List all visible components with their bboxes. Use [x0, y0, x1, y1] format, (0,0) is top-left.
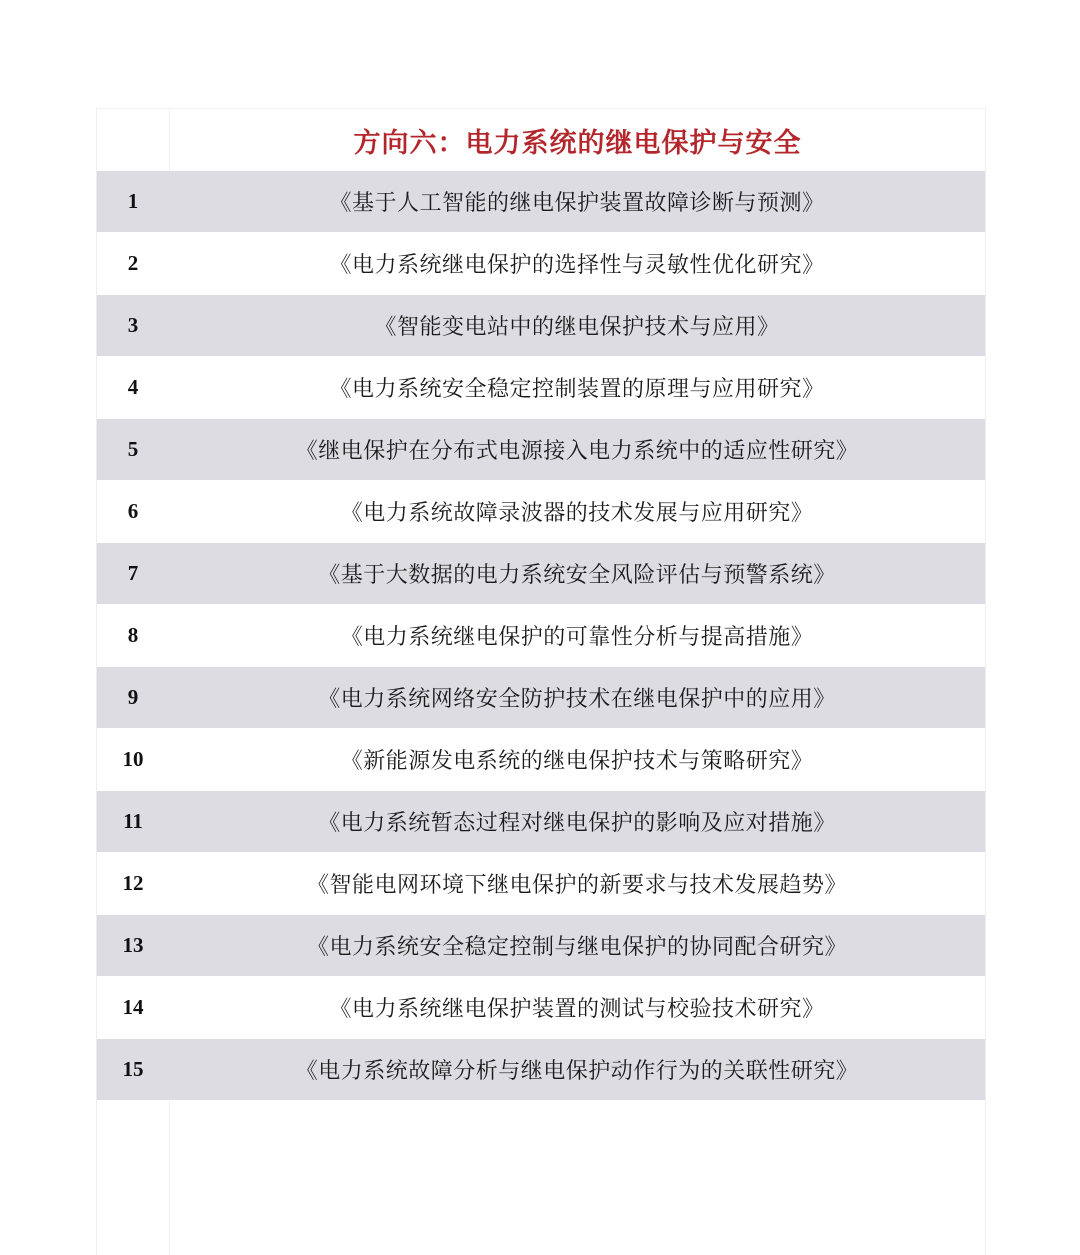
row-number: 2	[127, 251, 139, 275]
table-row	[97, 915, 985, 977]
table-row	[97, 667, 985, 729]
table-row	[97, 543, 985, 605]
row-number: 13	[122, 933, 144, 957]
topic-table	[96, 108, 986, 1255]
row-number: 9	[127, 685, 139, 709]
row-topic: 《基于人工智能的继电保护装置故障诊断与预测》	[329, 191, 825, 216]
row-number: 15	[122, 1057, 144, 1081]
row-topic: 《电力系统继电保护的可靠性分析与提高措施》	[340, 625, 814, 650]
table-title-row	[97, 109, 985, 171]
row-number: 7	[127, 561, 139, 585]
table-row	[97, 171, 985, 233]
row-number: 3	[127, 313, 139, 337]
row-topic: 《电力系统安全稳定控制与继电保护的协同配合研究》	[306, 935, 847, 960]
row-number: 8	[127, 623, 139, 647]
row-topic: 《继电保护在分布式电源接入电力系统中的适应性研究》	[295, 439, 859, 464]
table-row	[97, 419, 985, 481]
row-topic: 《新能源发电系统的继电保护技术与策略研究》	[340, 749, 814, 774]
row-topic: 《智能电网环境下继电保护的新要求与技术发展趋势》	[306, 873, 847, 898]
table-row	[97, 481, 985, 543]
row-number: 5	[127, 437, 139, 461]
row-topic: 《电力系统网络安全防护技术在继电保护中的应用》	[318, 687, 836, 712]
table-row	[97, 791, 985, 853]
table-row	[97, 233, 985, 295]
row-number: 10	[122, 747, 144, 771]
row-number: 6	[127, 499, 139, 523]
row-topic: 《电力系统继电保护的选择性与灵敏性优化研究》	[329, 253, 825, 278]
row-number: 4	[127, 375, 139, 399]
table-title: 方向六：电力系统的继电保护与安全	[353, 127, 802, 159]
table-row	[97, 295, 985, 357]
table-row	[97, 1039, 985, 1101]
table-row	[97, 729, 985, 791]
table-row	[97, 605, 985, 667]
row-number: 11	[123, 809, 143, 833]
table-body	[97, 171, 985, 1101]
row-number: 1	[127, 189, 139, 213]
table-row	[97, 977, 985, 1039]
table-row	[97, 853, 985, 915]
row-topic: 《电力系统暂态过程对继电保护的影响及应对措施》	[318, 811, 836, 836]
row-topic: 《电力系统故障分析与继电保护动作行为的关联性研究》	[295, 1059, 859, 1084]
table-row	[97, 357, 985, 419]
row-topic: 《电力系统继电保护装置的测试与校验技术研究》	[329, 997, 825, 1022]
row-number: 14	[122, 995, 144, 1019]
row-topic: 《基于大数据的电力系统安全风险评估与预警系统》	[318, 563, 836, 588]
row-topic: 《电力系统安全稳定控制装置的原理与应用研究》	[329, 377, 825, 402]
row-topic: 《电力系统故障录波器的技术发展与应用研究》	[340, 501, 814, 526]
row-topic: 《智能变电站中的继电保护技术与应用》	[374, 315, 780, 340]
row-number: 12	[122, 871, 144, 895]
